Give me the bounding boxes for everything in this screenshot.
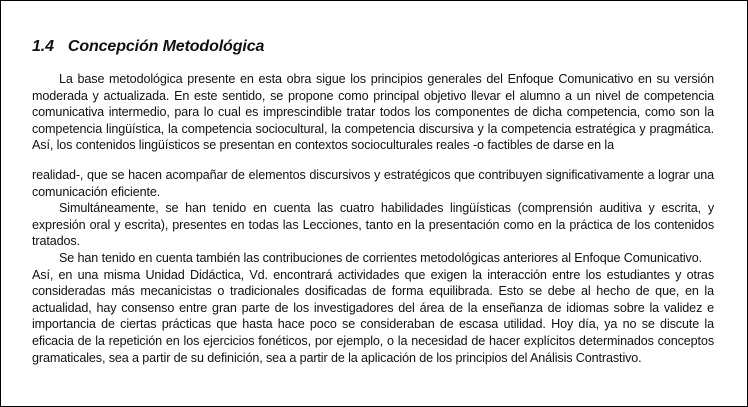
section-heading bbox=[32, 37, 714, 57]
paragraph-methodology-intro: La base metodológica presente en esta obra sigue los principios generales del Enfoque Comunicativo en su versión moderada y actualizada. En este sentido, se propone como principal objetivo llevar el alumno a un nivel de competencia comunicativa intermedio, para lo cual es imprescindible tratar todos los componentes de dicha competencia, como son la competencia lingüística, la competencia sociocultural, la competencia discursiva y la competencia estratégica y pragmática. Así, los contenidos lingüísticos se presentan en contextos socioculturales reales -o factibles de darse en la bbox=[32, 72, 714, 153]
paragraph-contributions: Se han tenido en cuenta también las contribuciones de corrientes metodológicas anteriores al Enfoque Comunicativo. bbox=[59, 250, 702, 265]
section-title: Concepción Metodológica bbox=[67, 38, 265, 55]
paragraph-methodology-continued: realidad-, que se hacen acompañar de elementos discursivos y estratégicos que contribuyen significativamente a lograr una comunicación eficiente. bbox=[32, 167, 714, 199]
paragraph-didactic-unit: Así, en una misma Unidad Didáctica, Vd. encontrará actividades que exigen la interacción entre los estudiantes y otras consideradas más mecanicistas o tradicionales dosificadas de forma equilibrada. Esto se debe al hecho de que, en la actualidad, hay consenso entre gran parte de los investigadores del área de la enseñanza de idiomas sobre la validez e importancia de ciertas prácticas que hasta hace poco se consideraban de escasa utilidad. Hoy día, ya no se discute la eficacia de la repetición en los ejercicios fonéticos, por ejemplo, o la necesidad de hacer explícitos determinados conceptos gramaticales, sea a partir de su definición, sea a partir de la aplicación de los principios del Análisis Contrastivo. bbox=[32, 267, 714, 365]
paragraph-skills: Simultáneamente, se han tenido en cuenta las cuatro habilidades lingüísticas (comprensión auditiva y escrita, y expresión oral y escrita), presentes en todas las Lecciones, tanto en la presentación como en la práctica de los contenidos tratados. bbox=[32, 201, 714, 249]
document-content bbox=[32, 37, 714, 366]
section-number: 1.4 bbox=[32, 38, 54, 55]
